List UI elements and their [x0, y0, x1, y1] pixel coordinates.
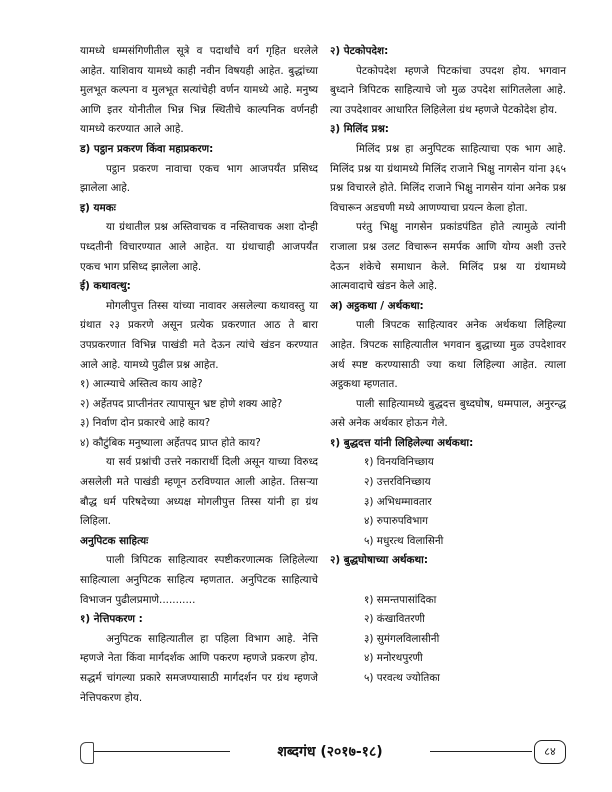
section-heading: अ) अट्ठकथा / अर्थकथा: [330, 299, 424, 312]
section-heading: इ) यमकः [80, 201, 116, 214]
paragraph: पट्ठान प्रकरण नावाचा एकच भाग आजपर्यंत प्रसिध्द झालेला आहे. [80, 162, 318, 195]
page-number: ८४ [534, 740, 566, 764]
paragraph: पाली त्रिपटक साहित्यावर अनेक अर्थकथा लिहिल्या आहेत. त्रिपटक साहित्यातील भगवान बुद्धाच्या मुळ उपदेशावर अर्थ स्पष्ट करण्यासाठी ज्या कथा लिहिल्या आहेत. त्याला अट्ठकथा म्हणतात. [330, 319, 566, 391]
paragraph: मोगलीपुत्त तिस्स यांच्या नावावर असलेल्या कथावस्तु या ग्रंथात २३ प्रकरणे असून प्रत्येक प्रकरणात आठ ते बारा उपप्रकरणात विभिन्न पाखंडी मते देऊन त्यांचे खंडन करण्यात आले आहे. यामध्ये पुढील प्रश्न आहेत. [80, 299, 318, 371]
paragraph: या सर्व प्रश्नांची उत्तरे नकारार्थी दिली असून याच्या विरुध्द असलेली मते पाखंडी म्हणून ठरविण्यात आली आहेत. तिसऱ्या बौद्ध धर्म परिषदेच्या अध्यक्ष मोगलीपुत्त तिस्स यांनी हा ग्रंथ लिहिला. [80, 456, 318, 528]
list-item: ५) मधुरत्थ विलासिनी [364, 534, 444, 547]
list-item: १) समन्तपासांदिका [364, 593, 437, 606]
section-heading: २) पेटकोपदेश: [330, 45, 389, 57]
paragraph: पाली त्रिपिटक साहित्यावर स्पष्टीकरणात्मक लिहिलेल्या साहित्याला अनुपिटक साहित्य म्हणतात. अनुपिटक साहित्याचे विभाजन पुढीलप्रमाणे........... [80, 554, 318, 606]
section-heading: १) नेत्तिपकरण : [80, 613, 143, 626]
list-item: २) कंखावितरणी [364, 613, 425, 626]
list-item: ४) रुपारुपविभाग [364, 515, 428, 528]
left-column [80, 42, 318, 708]
section-heading: ई) कथावत्थु: [80, 280, 131, 293]
list-item: १) विनयविनिच्छाय [364, 456, 434, 469]
paragraph: या ग्रंथातील प्रश्न अस्तिवाचक व नस्तिवाचक अशा दोन्ही पध्दतीनी विचारण्यात आले आहेत. या ग्रंथाचाही आजपर्यंत एकच भाग प्रसिध्द झालेला आहे. [80, 221, 318, 273]
section-heading: अनुपिटक साहित्यः [80, 534, 149, 547]
page-footer [80, 740, 566, 764]
paragraph: परंतु भिक्षु नागसेन प्रकांडपंडित होते त्यामुळे त्यांनी राजाला प्रश्न उलट विचारून समर्पक आणि योग्य अशी उत्तरे देऊन शंकेचे समाधान केले. मिलिंद प्रश्न या ग्रंथामध्ये आत्मवादाचे खंडन केले आहे. [330, 221, 566, 293]
paragraph: अनुपिटक साहित्यातील हा पहिला विभाग आहे. नेत्ति म्हणजे नेता किंवा मार्गदर्शक आणि पकरण म्हणजे प्रकरण होय. सद्धर्म चांगल्या प्रकारे समजण्यासाठी मार्गदर्शन पर ग्रंथ म्हणजे नेत्तिपकरण होय. [80, 632, 318, 704]
section-heading: १) बुद्धदत्त यांनी लिहिलेल्या अर्थकथा: [330, 436, 474, 449]
question-item: १) आत्म्याचे अस्तित्व काय आहे? [80, 378, 203, 391]
scroll-ornament-icon [80, 742, 94, 764]
spacer [330, 571, 566, 591]
footer-title: शब्दगंध (२०१७-१८) [230, 740, 430, 764]
paragraph: यामध्ये धम्मसंगिणीतील सूत्रे व पदार्थांचे वर्ग गृहित धरलेले आहेत. याशिवाय यामध्ये काही नवीन विषयही आहेत. बुद्धांच्या मुलभूत कल्पना व मुलभूत सत्यांचेही वर्णन यामध्ये आहे. मनुष्य आणि इतर योनीतील भिन्न भिन्न स्थितीचे काल्पनिक वर्णनही यामध्ये करण्यात आले आहे. [80, 45, 318, 136]
list-item: ४) मनोरथपुरणी [364, 652, 423, 665]
question-item: ४) कौटुंबिक मनुष्याला अर्हेतपद प्राप्त होते काय? [80, 436, 261, 449]
right-column [330, 42, 566, 689]
paragraph: पाली साहित्यामध्ये बुद्धदत्त बुध्दघोष, धम्मपाल, अनुरन्द्ध असे अनेक अर्थकार होऊन गेले. [330, 397, 566, 430]
list-item: ५) परवत्थ ज्योतिका [364, 672, 440, 684]
paragraph: मिलिंद प्रश्न हा अनुपिटक साहित्याचा एक भाग आहे. मिलिंद प्रश्न या ग्रंथामध्ये मिलिंद राजाने भिक्षु नागसेन यांना ३६५ प्रश्न विचारले होते. मिलिंद राजाने भिक्षु नागसेन यांना अनेक प्रश्न विचारून अडचणी मध्ये आणण्याचा प्रयत्न केला होता. [330, 142, 566, 214]
section-heading: २) बुद्धघोषाच्या अर्थकथा: [330, 554, 429, 567]
question-item: २) अर्हेतपद प्राप्तीनंतर त्यापासून भ्रष्ट होणे शक्य आहे? [80, 397, 283, 410]
list-item: ३) सुमंगलविलासीनी [364, 632, 440, 645]
list-item: २) उत्तरविनिच्छाय [364, 476, 431, 489]
paragraph: पेटकोपदेश म्हणजे पिटकांचा उपदश होय. भगवान बुध्दाने त्रिपिटक साहित्याचे जो मुळ उपदेश सांगितलेला आहे. त्या उपदेशावर आधारित लिहिलेला ग्रंथ म्हणजे पेटकोदेश होय. [330, 64, 566, 116]
section-heading: ड) पट्ठान प्रकरण किंवा महाप्रकरण: [80, 142, 214, 155]
question-item: ३) निर्वाण दोन प्रकारचे आहे काय? [80, 417, 211, 430]
list-item: ३) अभिधम्मावतार [364, 495, 432, 508]
section-heading: ३) मिलिंद प्रश्न: [330, 123, 389, 136]
